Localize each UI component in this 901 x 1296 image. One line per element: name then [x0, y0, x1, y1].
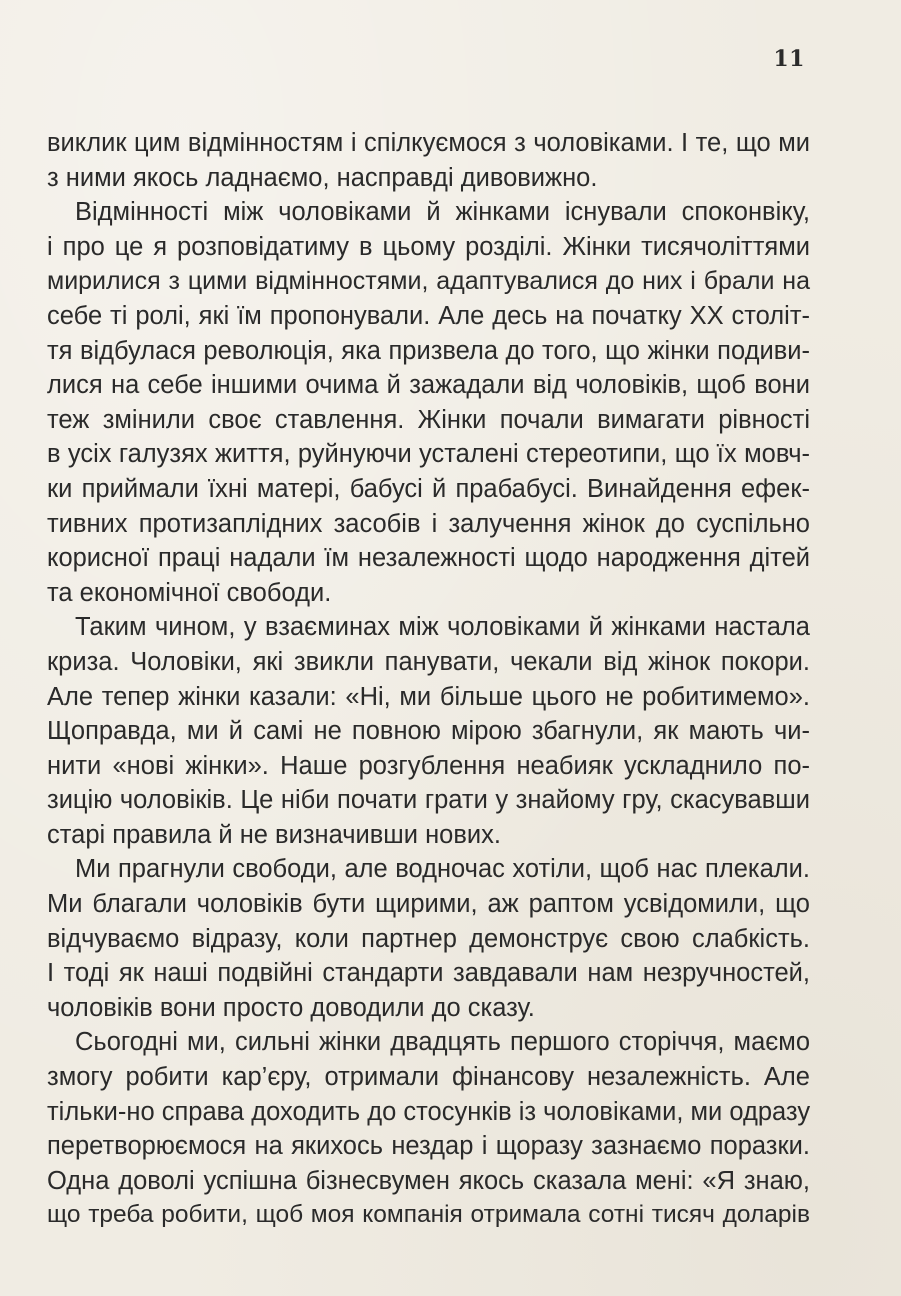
page-number: 11: [773, 46, 805, 72]
text-line: криза. Чоловіки, які звикли панувати, чекали від жінок покори.: [47, 647, 810, 676]
text-line: чоловіків вони просто доводили до сказу.: [47, 993, 535, 1022]
text-line: зицію чоловіків. Це ніби почати грати у знайому гру, скасувавши: [47, 786, 810, 815]
text-line: Ми благали чоловіків бути щирими, аж раптом усвідомили, що: [47, 890, 810, 919]
text-line: мирилися з цими відмінностями, адаптувалися до них і брали на: [47, 267, 810, 296]
text-line: перетворюємося на якихось нездар і щоразу зазнаємо поразки.: [47, 1132, 810, 1161]
text-line: теж змінили своє ставлення. Жінки почали вимагати рівності: [47, 405, 810, 434]
text-line: Сьогодні ми, сильні жінки двадцять першого сторіччя, маємо: [75, 1028, 810, 1057]
text-line: з ними якось ладнаємо, насправді дивовижно.: [47, 163, 598, 192]
text-line: що треба робити, щоб моя компанія отримала сотні тисяч доларів: [47, 1201, 810, 1229]
text-line: і про це я розповідатиму в цьому розділі. Жінки тисячоліттями: [47, 232, 810, 261]
text-line: Відмінності між чоловіками й жінками існували споконвіку,: [75, 198, 810, 227]
text-line: Ми прагнули свободи, але водночас хотіли, щоб нас плекали.: [75, 855, 810, 884]
text-line: корисної праці надали їм незалежності щодо народження дітей: [47, 544, 810, 573]
text-line: та економічної свободи.: [47, 578, 332, 607]
text-line: ки приймали їхні матері, бабусі й прабабусі. Винайдення ефек-: [47, 474, 810, 503]
text-line: Одна доволі успішна бізнесвумен якось сказала мені: «Я знаю,: [47, 1166, 810, 1195]
text-line: тивних протизаплідних засобів і залучення жінок до суспільно: [47, 509, 810, 538]
text-line: відчуваємо відразу, коли партнер демонструє свою слабкість.: [47, 924, 810, 953]
text-line: Щоправда, ми й самі не повною мірою збагнули, як мають чи-: [47, 717, 810, 746]
text-line: виклик цим відмінностям і спілкуємося з чоловіками. І те, що ми: [47, 129, 810, 157]
text-line: Але тепер жінки казали: «Ні, ми більше цього не робитимемо».: [47, 682, 810, 711]
text-line: лися на себе іншими очима й зажадали від чоловіків, щоб вони: [47, 371, 810, 400]
text-line: тільки-но справа доходить до стосунків із чоловіками, ми одразу: [47, 1097, 811, 1126]
text-line: нити «нові жінки». Наше розгублення неабияк ускладнило по-: [47, 751, 810, 780]
text-line: І тоді як наші подвійні стандарти завдавали нам незручностей,: [47, 959, 810, 988]
text-line: тя відбулася революція, яка призвела до того, що жінки подиви-: [47, 336, 810, 365]
text-line: змогу робити кар’єру, отримали фінансову незалежність. Але: [47, 1063, 810, 1092]
text-line: старі правила й не визначивши нових.: [47, 820, 501, 849]
text-line: Таким чином, у взаєминах між чоловіками й жінками настала: [75, 613, 810, 642]
text-line: в усіх галузях життя, руйнуючи усталені стереотипи, що їх мовч-: [47, 440, 810, 469]
body-text: [47, 126, 810, 1233]
text-line: себе ті ролі, які їм пропонували. Але десь на початку XX століт-: [47, 301, 810, 330]
